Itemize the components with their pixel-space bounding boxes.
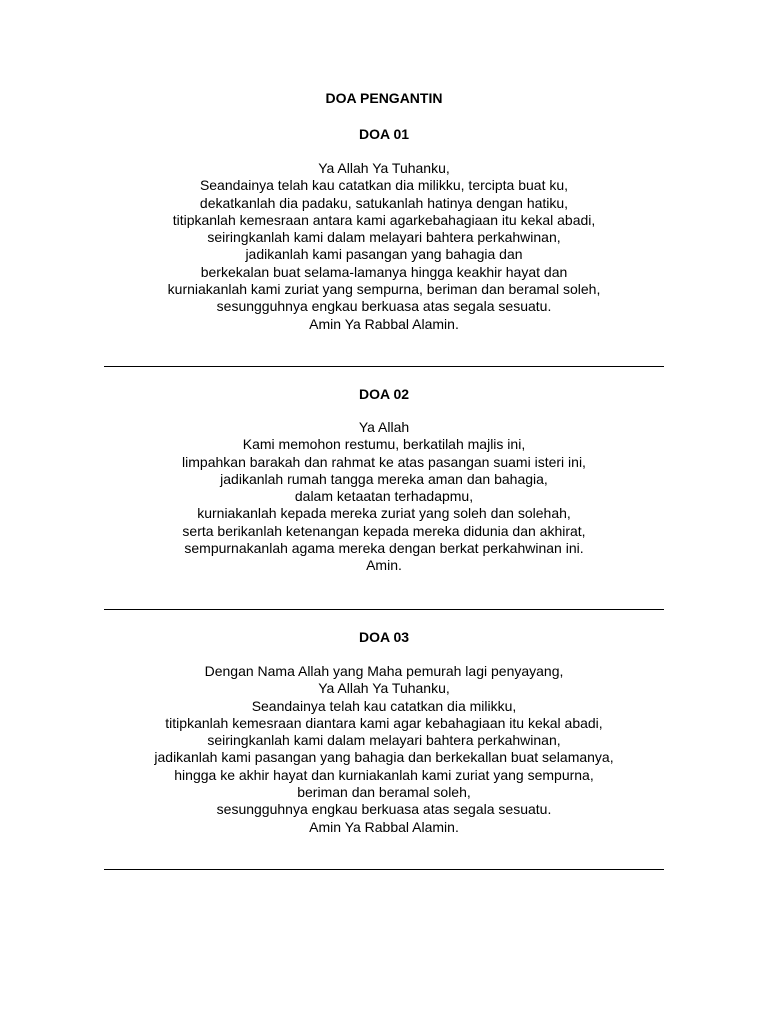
prayer-line: Dengan Nama Allah yang Maha pemurah lagi penyayang, bbox=[204, 663, 564, 679]
prayer-line: Seandainya telah kau catatkan dia milikku, tercipta buat ku, bbox=[199, 177, 569, 194]
prayer-line: Ya Allah Ya Tuhanku, bbox=[318, 680, 450, 697]
prayer-line: kurniakanlah kami zuriat yang sempurna, beriman dan beramal soleh, bbox=[167, 281, 601, 298]
prayer-line: sempurnakanlah agama mereka dengan berkat perkahwinan ini. bbox=[184, 540, 584, 557]
prayer-line: kurniakanlah kepada mereka zuriat yang soleh dan solehah, bbox=[197, 505, 571, 522]
prayer-line: titipkanlah kemesraan antara kami agarkebahagiaan itu kekal abadi, bbox=[172, 211, 596, 228]
prayer-line: berkekalan buat selama-lamanya hingga keakhir hayat dan bbox=[200, 263, 568, 280]
prayer-line: hingga ke akhir hayat dan kurniakanlah kami zuriat yang sempurna, bbox=[174, 766, 594, 783]
prayer-line: serta berikanlah ketenangan kepada mereka didunia dan akhirat, bbox=[182, 522, 586, 539]
prayer-line: sesungguhnya engkau berkuasa atas segala sesuatu. bbox=[216, 801, 552, 818]
prayer-line: jadikanlah rumah tangga mereka aman dan bahagia, bbox=[220, 470, 548, 487]
section-heading-doa-02: DOA 02 bbox=[358, 386, 410, 402]
prayer-line: sesungguhnya engkau berkuasa atas segala sesuatu. bbox=[216, 298, 552, 315]
section-divider bbox=[104, 609, 664, 610]
section-body-doa-03 bbox=[0, 663, 768, 836]
prayer-line: beriman dan beramal soleh, bbox=[297, 784, 471, 801]
prayer-line: titipkanlah kemesraan diantara kami agar kebahagiaan itu kekal abadi, bbox=[165, 714, 603, 731]
prayer-line: limpahkan barakah dan rahmat ke atas pasangan suami isteri ini, bbox=[182, 453, 586, 470]
prayer-line: Amin Ya Rabbal Alamin. bbox=[309, 818, 459, 835]
prayer-line: Amin Ya Rabbal Alamin. bbox=[309, 315, 459, 332]
prayer-line: jadikanlah kami pasangan yang bahagia dan bbox=[245, 246, 523, 263]
section-heading-doa-01: DOA 01 bbox=[358, 126, 410, 142]
prayer-line: dalam ketaatan terhadapmu, bbox=[294, 488, 474, 505]
section-divider bbox=[104, 366, 664, 367]
prayer-line: seiringkanlah kami dalam melayari bahtera perkahwinan, bbox=[207, 229, 561, 246]
prayer-line: seiringkanlah kami dalam melayari bahtera perkahwinan, bbox=[207, 732, 561, 749]
prayer-line: Kami memohon restumu, berkatilah majlis ini, bbox=[242, 436, 526, 453]
document-title: DOA PENGANTIN bbox=[325, 90, 443, 106]
section-heading-doa-03: DOA 03 bbox=[358, 629, 410, 645]
prayer-line: Ya Allah bbox=[358, 419, 410, 435]
prayer-line: dekatkanlah dia padaku, satukanlah hatinya dengan hatiku, bbox=[199, 194, 569, 211]
section-body-doa-01 bbox=[0, 160, 768, 333]
prayer-line: Seandainya telah kau catatkan dia milikku, bbox=[251, 697, 517, 714]
section-body-doa-02 bbox=[0, 419, 768, 575]
prayer-line: Ya Allah Ya Tuhanku, bbox=[318, 160, 450, 176]
prayer-line: Amin. bbox=[366, 557, 402, 574]
section-divider bbox=[104, 869, 664, 870]
prayer-line: jadikanlah kami pasangan yang bahagia dan berkekallan buat selamanya, bbox=[154, 749, 614, 766]
